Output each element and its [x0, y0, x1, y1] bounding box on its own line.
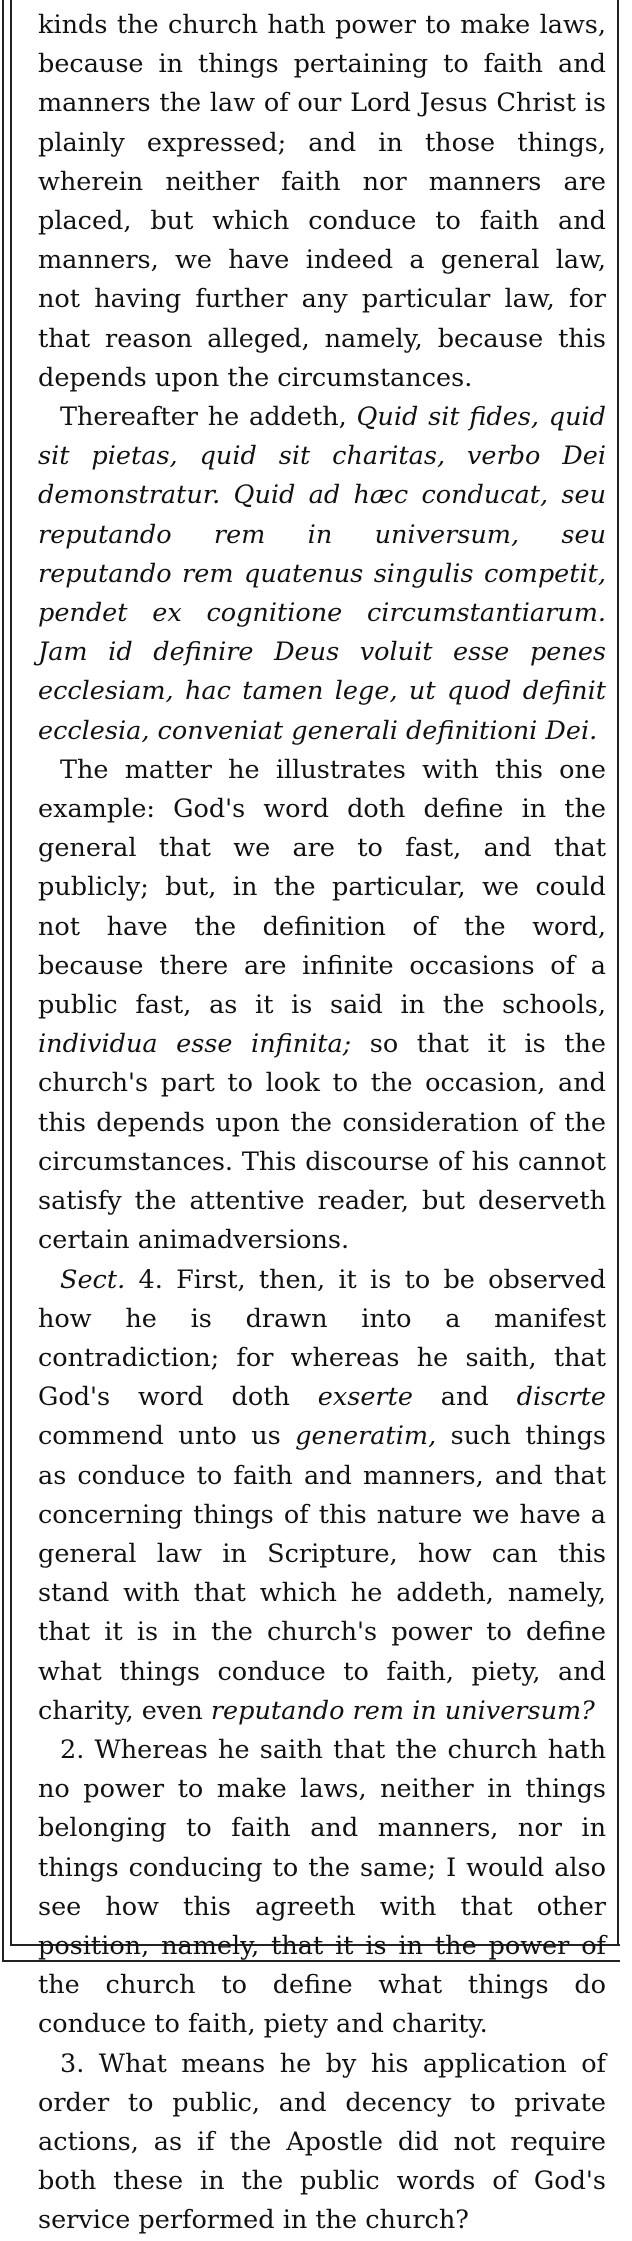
text-run: and: [412, 1382, 517, 1413]
italic-text-run: individua esse infinita;: [38, 1029, 352, 1060]
text-run: kinds the church hath power to make laws, because in things pertaining to faith and manners the law of our Lord Jesus Christ is plainly expressed; and in those things, wherein neither faith nor manners are placed, but which conduce to faith and manners, we have indeed a general law, not having further any particular law, for that reason alleged, namely, because this depends upon the circumstances.: [38, 10, 606, 393]
italic-text-run: Sect.: [60, 1264, 126, 1295]
text-run: 2. Whereas he saith that the church hath no power to make laws, neither in things belonging to faith and manners, nor in things conducing to the same; I would also see how this agreeth with that other position, namely, that it is in the power of the church to define what things do conduce to faith, piety and charity.: [38, 1734, 606, 2040]
text-run: The matter he illustrates with this one example: God's word doth define in the general that we are to fast, and that publicly; but, in the particular, we could not have the definition of the word, because there are infinite occasions of a public fast, as it is said in the schools,: [38, 754, 606, 1021]
text-run: such things as conduce to faith and manners, and that concerning things of this nature we have a general law in Scripture, how can this stand with that which he addeth, namely, that it is in the church's power to define what things conduce to faith, piety, and charity, even: [38, 1421, 606, 1726]
text-run: Thereafter he addeth,: [60, 402, 357, 433]
paragraph-latin-quote: [38, 398, 606, 751]
italic-text-run: Quid sit fides, quid sit pietas, quid sit charitas, verbo Dei demonstratur. Quid ad hæc conducat, seu reputando rem in universum, seu reputando rem quatenus singulis competit, pendet ex cognitione circumstantiarum. Jam id definire Deus voluit esse penes ecclesiam, hac tamen lege, ut quod definit ecclesia, conveniat generali definitioni Dei.: [38, 402, 606, 746]
text-run: commend unto us: [38, 1421, 296, 1452]
text-run: so that it is the church's part to look to the occasion, and this depends upon the consideration of the circumstances. This discourse of his cannot satisfy the attentive reader, but deserveth certain animadversions.: [38, 1029, 606, 1256]
right-column-rule: [617, 0, 619, 1946]
paragraph-continuation: [38, 6, 606, 398]
italic-text-run: reputando rem in universum?: [210, 1695, 595, 1726]
italic-text-run: exserte: [317, 1382, 413, 1413]
left-border-inner-rule: [10, 0, 12, 1946]
text-run: 4. First, then, it is to be observed how he is drawn into a manifest contradiction; for whereas he saith, that God's word doth: [38, 1264, 606, 1413]
text-column: [38, 6, 606, 2241]
paragraph-point-3: [38, 2045, 606, 2241]
text-run: 3. What means he by his application of order to public, and decency to private actions, as if the Apostle did not require both these in the public words of God's service performed in the church?: [38, 2048, 606, 2236]
italic-text-run: generatim,: [295, 1421, 437, 1452]
left-border-outer-rule: [2, 0, 4, 1962]
paragraph-section-4: [38, 1261, 606, 1731]
paragraph-point-2: [38, 1731, 606, 2045]
paragraph-example: [38, 751, 606, 1261]
italic-text-run: discrte: [516, 1382, 606, 1413]
